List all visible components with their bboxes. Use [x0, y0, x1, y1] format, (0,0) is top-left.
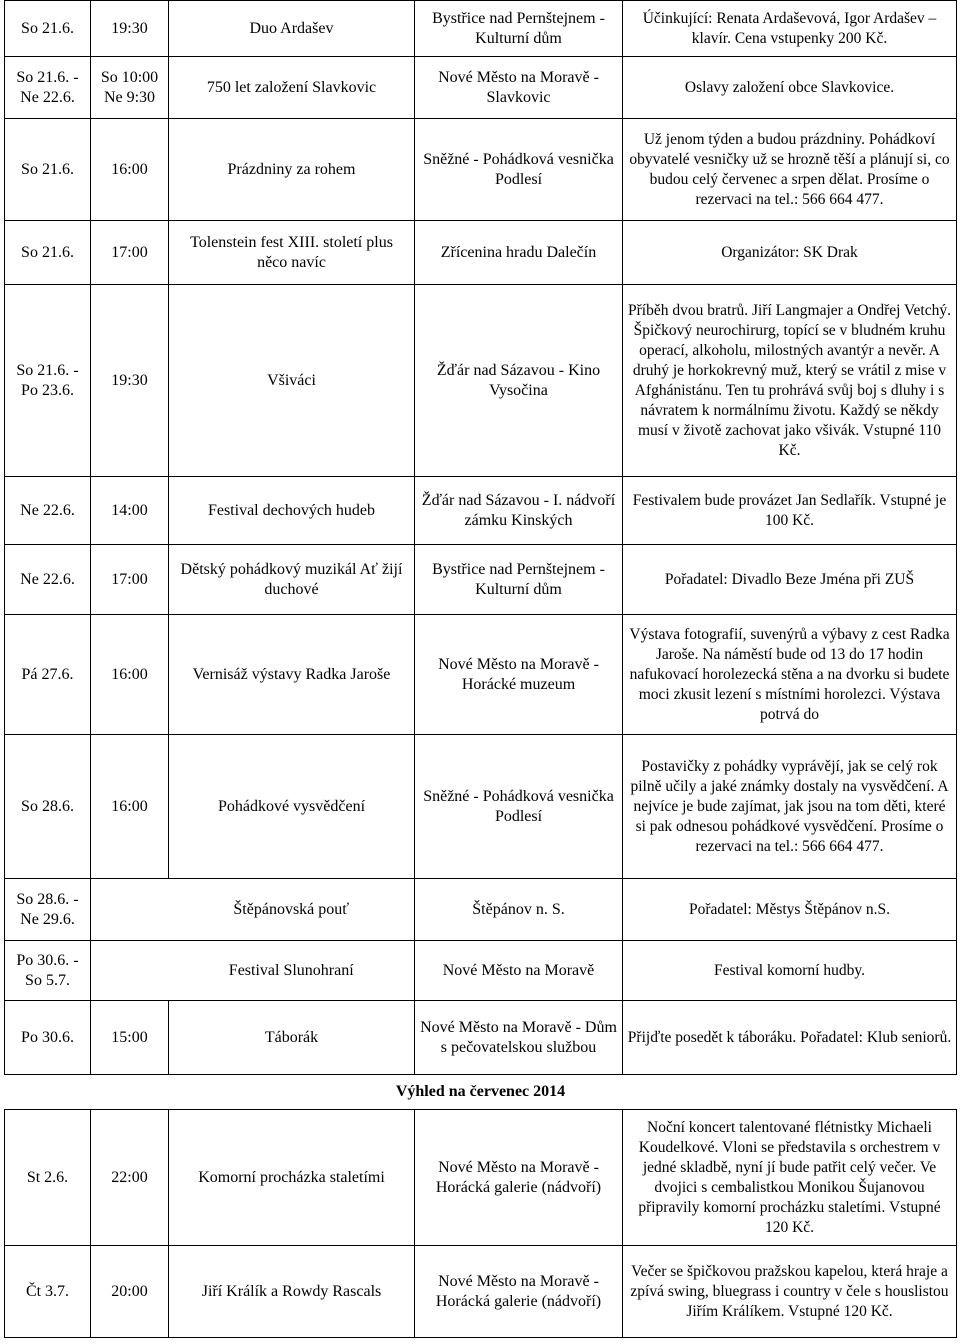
event-note: Příběh dvou bratrů. Jiří Langmajer a Ondřej Vetchý. Špičkový neurochirurg, topící se v bludném kruhu operací, alkoholu, milostných avantýr a nevěr. A druhý je horkokrevný muž, který se vrátil z mise v Afghánistánu. Ten tu prohrává svůj boj s dluhy i s návratem k normálnímu životu. Každý se někdy musí v životě zachovat jako všivák. Vstupné 110 Kč. [623, 285, 957, 477]
event-date: So 28.6. - Ne 29.6. [5, 879, 91, 941]
event-date: St 2.6. [5, 1110, 91, 1246]
table-row [5, 1, 957, 57]
event-date: Čt 3.7. [5, 1246, 91, 1338]
table-row [5, 545, 957, 615]
event-place: Nové Město na Moravě - Slavkovic [415, 57, 623, 119]
event-place: Nové Město na Moravě - Horácká galerie (nádvoří) [415, 1246, 623, 1338]
table-row [5, 285, 957, 477]
event-note: Výstava fotografií, suvenýrů a výbavy z cest Radka Jaroše. Na náměstí bude od 13 do 17 hodin nafukovací horolezecká stěna a na dvorku si budete moci zkusit lezení s místními horolezci. Výstava potrvá do [623, 615, 957, 735]
event-title: Táborák [169, 1001, 415, 1075]
event-title: Všiváci [169, 285, 415, 477]
event-date: Ne 22.6. [5, 545, 91, 615]
table-row [5, 735, 957, 879]
event-title: Duo Ardašev [169, 1, 415, 57]
event-time: 17:00 [91, 545, 169, 615]
table-row [5, 1246, 957, 1338]
event-note: Pořadatel: Městys Štěpánov n.S. [623, 879, 957, 941]
event-place: Bystřice nad Pernštejnem - Kulturní dům [415, 545, 623, 615]
event-date: So 21.6. [5, 119, 91, 221]
event-place: Zřícenina hradu Dalečín [415, 221, 623, 285]
table-row [5, 615, 957, 735]
event-note: Organizátor: SK Drak [623, 221, 957, 285]
event-place: Nové Město na Moravě - Horácké muzeum [415, 615, 623, 735]
event-place: Žďár nad Sázavou - I. nádvoří zámku Kinských [415, 477, 623, 545]
table-row [5, 57, 957, 119]
event-note: Postavičky z pohádky vyprávějí, jak se celý rok pilně učily a jaké známky dostaly na vysvědčení. A nejvíce je bude zajímat, jak jsou na tom děti, které si pak odnesou pohádkové vysvědčení. Prosíme o rezervaci na tel.: 566 664 477. [623, 735, 957, 879]
event-place: Sněžné - Pohádková vesnička Podlesí [415, 119, 623, 221]
event-date: Po 30.6. [5, 1001, 91, 1075]
event-note: Účinkující: Renata Ardaševová, Igor Ardašev – klavír. Cena vstupenky 200 Kč. [623, 1, 957, 57]
event-time: 15:00 [91, 1001, 169, 1075]
table-row [5, 119, 957, 221]
event-date: So 28.6. [5, 735, 91, 879]
event-title: Pohádkové vysvědčení [169, 735, 415, 879]
table-row [5, 1110, 957, 1246]
section-heading: Výhled na červenec 2014 [395, 1083, 566, 1100]
event-title: Dětský pohádkový muzikál Ať žijí duchové [169, 545, 415, 615]
event-date: Pá 27.6. [5, 615, 91, 735]
event-place: Sněžné - Pohádková vesnička Podlesí [415, 735, 623, 879]
event-note: Festival komorní hudby. [623, 941, 957, 1001]
event-date: So 21.6. [5, 1, 91, 57]
event-title: Festival dechových hudeb [169, 477, 415, 545]
event-title: Tolenstein fest XIII. století plus něco navíc [169, 221, 415, 285]
event-title: Štěpánovská pouť [169, 879, 415, 941]
event-note: Noční koncert talentované flétnistky Michaeli Koudelkové. Vloni se představila s orchestrem v jedné skladbě, nyní jí bude patřit celý večer. Ve dvojici s cembalistkou Monikou Šujanovou připravily komorní procházku staletími. Vstupné 120 Kč. [623, 1110, 957, 1246]
table-row [5, 477, 957, 545]
event-title: Komorní procházka staletími [169, 1110, 415, 1246]
event-place: Bystřice nad Pernštejnem - Kulturní dům [415, 1, 623, 57]
event-time: 22:00 [91, 1110, 169, 1246]
event-note: Festivalem bude provázet Jan Sedlařík. Vstupné je 100 Kč. [623, 477, 957, 545]
event-date: Po 30.6. - So 5.7. [5, 941, 91, 1001]
event-title: Vernisáž výstavy Radka Jaroše [169, 615, 415, 735]
event-time: So 10:00 Ne 9:30 [91, 57, 169, 119]
event-note: Večer se špičkovou pražskou kapelou, která hraje a zpívá swing, bluegrass i country v čele s houslistou Jiřím Králíkem. Vstupné 120 Kč. [623, 1246, 957, 1338]
event-time: 16:00 [91, 615, 169, 735]
table-row [5, 879, 957, 941]
event-time: 19:30 [91, 285, 169, 477]
event-note: Pořadatel: Divadlo Beze Jména při ZUŠ [623, 545, 957, 615]
event-time [91, 879, 169, 941]
event-time: 16:00 [91, 119, 169, 221]
event-place: Štěpánov n. S. [415, 879, 623, 941]
event-time: 19:30 [91, 1, 169, 57]
event-title: Prázdniny za rohem [169, 119, 415, 221]
event-place: Žďár nad Sázavou - Kino Vysočina [415, 285, 623, 477]
table-row [5, 1001, 957, 1075]
event-title: 750 let založení Slavkovic [169, 57, 415, 119]
event-date: So 21.6. [5, 221, 91, 285]
event-place: Nové Město na Moravě - Horácká galerie (nádvoří) [415, 1110, 623, 1246]
table-row [5, 941, 957, 1001]
event-note: Oslavy založení obce Slavkovice. [623, 57, 957, 119]
section-heading-row [5, 1075, 957, 1110]
event-title: Jiří Králík a Rowdy Rascals [169, 1246, 415, 1338]
event-place: Nové Město na Moravě - Dům s pečovatelskou službou [415, 1001, 623, 1075]
event-date: Ne 22.6. [5, 477, 91, 545]
event-time: 17:00 [91, 221, 169, 285]
table-row [5, 221, 957, 285]
event-date: So 21.6. - Po 23.6. [5, 285, 91, 477]
events-table [4, 0, 957, 1338]
event-time [91, 941, 169, 1001]
event-title: Festival Slunohraní [169, 941, 415, 1001]
event-place: Nové Město na Moravě [415, 941, 623, 1001]
event-note: Už jenom týden a budou prázdniny. Pohádkoví obyvatelé vesničky už se hrozně těší a plánují si, co budou celý červenec a srpen dělat. Prosíme o rezervaci na tel.: 566 664 477. [623, 119, 957, 221]
event-time: 16:00 [91, 735, 169, 879]
event-date: So 21.6. - Ne 22.6. [5, 57, 91, 119]
event-note: Přijďte posedět k táboráku. Pořadatel: Klub seniorů. [623, 1001, 957, 1075]
event-time: 20:00 [91, 1246, 169, 1338]
event-time: 14:00 [91, 477, 169, 545]
